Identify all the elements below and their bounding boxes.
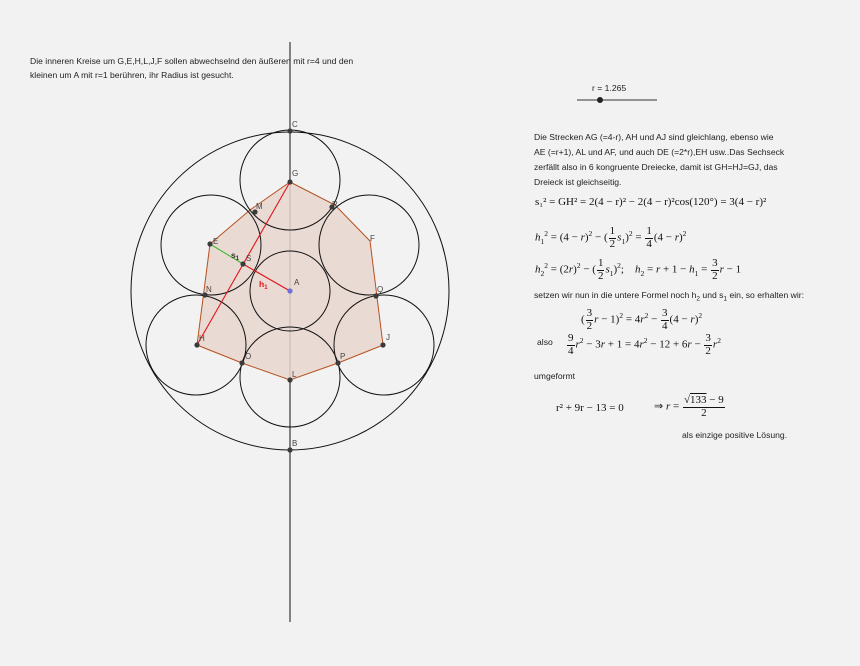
hexagon (197, 182, 383, 380)
point-b[interactable] (287, 447, 292, 452)
label-j: J (386, 333, 390, 342)
formula-h2: $h_2^2 = (2r)^2$ − ( $\frac{1}{2}$ $s_1)^2$; $h_2 = r + 1 - h_1$ = $\frac{3}{2}$ r − 1 (535, 257, 742, 282)
explanation-line-2: AE (=r+1), AL und AF, und auch DE (=2*r),EH usw..Das Sechseck (534, 147, 785, 157)
substitution-text: setzen wir nun in die untere Formel noch $h_2$ und $s_1$ ein, so erhalten wir: (534, 290, 804, 303)
label-s: S (246, 254, 252, 263)
label-n: N (206, 285, 212, 294)
explanation-line-3: zerfällt also in 6 kongruente Dreiecke, damit ist GH=HJ=GJ, das (534, 162, 778, 172)
label-c: C (292, 120, 298, 129)
umgeformt-label: umgeformt (534, 371, 576, 381)
point-g[interactable] (287, 179, 292, 184)
point-h[interactable] (194, 342, 199, 347)
formula-solution: ⇒ r = $\frac{√133 - 9}{2}$ (654, 394, 724, 419)
label-g: G (292, 169, 299, 178)
label-l: L (292, 370, 297, 379)
point-o[interactable] (239, 360, 244, 365)
label-s1: $s_1$ (231, 250, 240, 262)
label-q: Q (377, 285, 384, 294)
explanation-line-4: Dreieck ist gleichseitig. (534, 177, 622, 187)
slider-handle[interactable] (597, 97, 603, 103)
label-h1: $h_1$ (259, 279, 268, 291)
explanation-line-1: Die Strecken AG (=4-r), AH und AJ sind gleichlang, ebenso wie (534, 132, 774, 142)
result-text: als einzige positive Lösung. (682, 430, 788, 440)
label-p: P (340, 352, 346, 361)
formula-substituted: ( $\frac{3}{2}$ $r - 1)^2 = 4r^2$ − $\frac{3}{4}$ $(4 - r)^2$ (581, 307, 703, 332)
formula-s1: s₁² = GH² = 2(4 − r)² − 2(4 − r)²cos(120°) = 3(4 − r)² (535, 196, 767, 208)
label-h: H (199, 334, 205, 343)
also-label: also (537, 337, 553, 347)
label-a: A (294, 278, 300, 287)
point-p[interactable] (335, 360, 340, 365)
label-f: F (370, 234, 375, 243)
point-c[interactable] (287, 128, 292, 133)
point-q[interactable] (373, 293, 378, 298)
label-b: B (292, 439, 298, 448)
label-o: O (245, 352, 252, 361)
point-e[interactable] (207, 241, 212, 246)
formula-h1: $h_1^2 = (4 - r)^2$ − ( $\frac{1}{2}$ $s_1)^2$ = $\frac{1}{4}$ $(4 - r)^2$ (535, 225, 687, 250)
formula-quadratic: r² + 9r − 13 = 0 (556, 402, 624, 414)
intro-line-2: kleinen um A mit r=1 berühren, ihr Radius ist gesucht. (30, 70, 234, 80)
label-e: E (213, 237, 219, 246)
point-j[interactable] (380, 342, 385, 347)
label-r: R (332, 200, 338, 209)
label-m: M (256, 202, 263, 211)
intro-line-1: Die inneren Kreise um G,E,H,L,J,F sollen abwechselnd den äußeren mit r=4 und den (30, 56, 354, 66)
slider-label: r = 1.265 (592, 83, 627, 93)
point-s[interactable] (240, 261, 245, 266)
point-a[interactable] (287, 288, 292, 293)
formula-expanded: $\frac{9}{4}$ $r^2 - 3r + 1 = 4r^2 - 12 + 6r$ − $\frac{3}{2}$ $r^2$ (568, 332, 721, 357)
